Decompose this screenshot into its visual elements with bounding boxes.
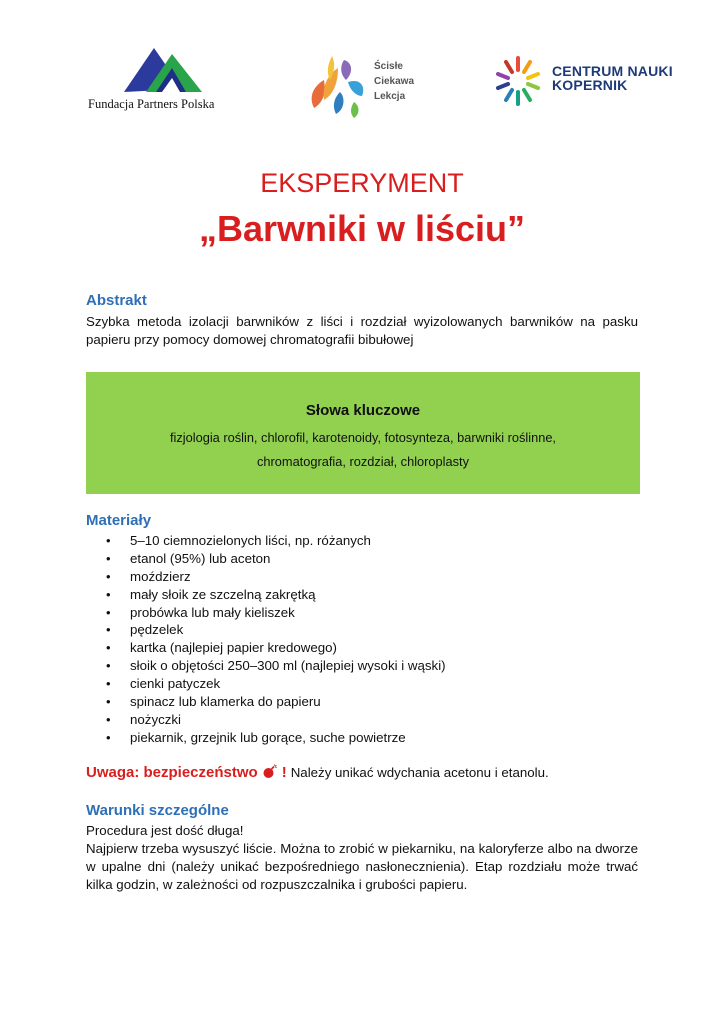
partners-logo-icon — [116, 44, 226, 96]
list-item: • piekarnik, grzejnik lub gorące, suche powietrze — [86, 729, 446, 747]
conditions-heading: Warunki szczególne — [86, 802, 229, 819]
cnk-logo-text — [552, 64, 673, 92]
keywords-line-1: fizjologia roślin, chlorofil, karotenoidy, fotosynteza, barwniki roślinne, — [170, 430, 556, 445]
partners-logo-text: Fundacja Partners Polska — [88, 97, 215, 111]
keywords-line-2: chromatografia, rozdział, chloroplasty — [257, 454, 469, 469]
list-item: • słoik o objętości 250–300 ml (najlepiej wysoki i wąski) — [86, 657, 446, 675]
ssl-logo-text — [374, 59, 414, 104]
ssl-logo — [304, 52, 434, 124]
bomb-icon — [262, 763, 278, 784]
list-item: • 5–10 ciemnozielonych liści, np. różanych — [86, 532, 446, 550]
list-item: • etanol (95%) lub aceton — [86, 550, 446, 568]
safety-text: Należy unikać wdychania acetonu i etanolu. — [290, 765, 549, 780]
list-item: • moździerz — [86, 568, 446, 586]
abstract-text: Szybka metoda izolacji barwników z liści i rozdział wyizolowanych barwników na pasku papieru przy pomocy domowej chromatografii bibułowej — [86, 314, 638, 347]
conditions-text: Najpierw trzeba wysuszyć liście. Można to zrobić w piekarniku, na kaloryferze albo na dworze w upalne dni (należy unikać bezpośredniego nasłonecznienia). Etap rozdziału może trwać kilka godzin, w zależności od rozpuszczalnika i grubości papieru. — [86, 841, 638, 892]
list-item: • nożyczki — [86, 711, 446, 729]
keywords-box — [86, 372, 640, 494]
cnk-logo-icon — [490, 52, 546, 108]
list-item: • spinacz lub klamerka do papieru — [86, 693, 446, 711]
logo-bar — [0, 40, 724, 130]
ssl-word-1: Ścisłe — [374, 61, 403, 72]
cnk-line-2: KOPERNIK — [552, 77, 628, 93]
conditions-line-1: Procedura jest dość długa! — [86, 823, 244, 838]
ssl-logo-icon — [304, 52, 370, 120]
list-item: • cienki patyczek — [86, 675, 446, 693]
list-item: • probówka lub mały kieliszek — [86, 604, 446, 622]
list-item: • mały słoik ze szczelną zakrętką — [86, 586, 446, 604]
keywords-heading: Słowa kluczowe — [305, 402, 421, 419]
list-item: • kartka (najlepiej papier kredowego) — [86, 639, 446, 657]
safety-heading: Uwaga: bezpieczeństwo — [86, 764, 258, 781]
materials-list — [86, 532, 446, 747]
document-title: „Barwniki w liściu” — [198, 208, 526, 249]
materials-heading: Materiały — [86, 512, 152, 529]
abstract-heading: Abstrakt — [86, 292, 147, 309]
cnk-line-1: CENTRUM NAUKI — [552, 63, 673, 79]
ssl-word-2: Ciekawa — [374, 76, 415, 87]
list-item: • pędzelek — [86, 621, 446, 639]
safety-mark: ! — [281, 764, 287, 781]
cnk-logo — [490, 52, 690, 112]
safety-warning — [86, 763, 549, 784]
partners-logo — [88, 44, 228, 124]
document-subtitle: EKSPERYMENT — [260, 168, 464, 198]
ssl-word-3: Lekcja — [374, 91, 406, 102]
